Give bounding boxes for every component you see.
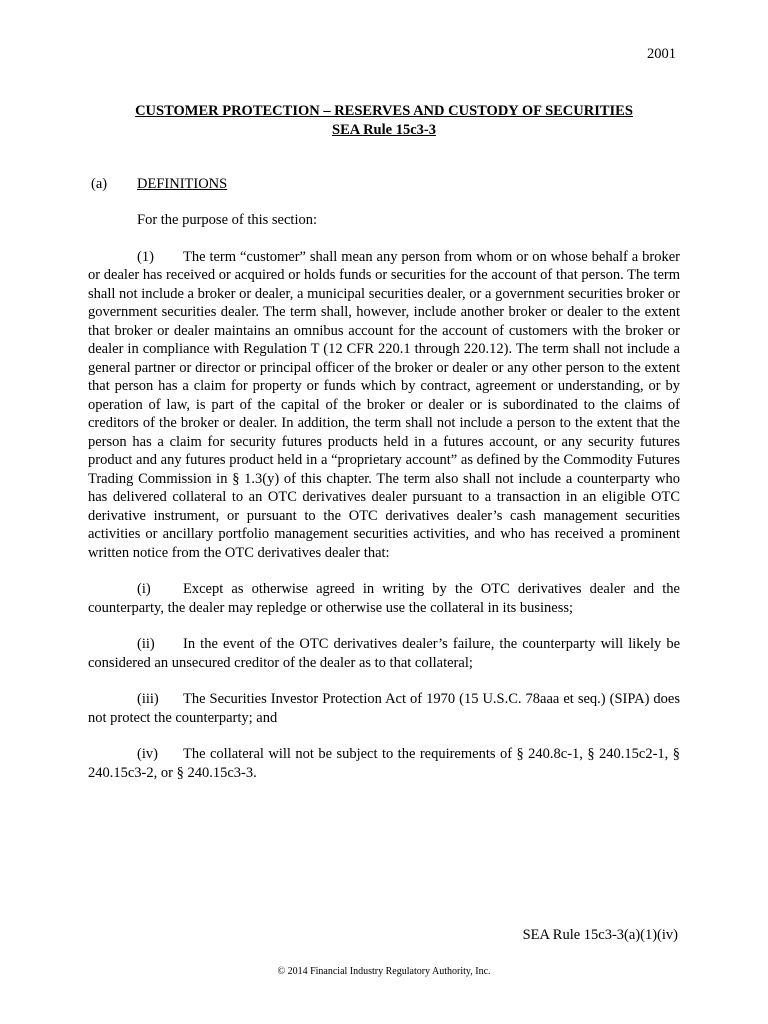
paragraph-number: (ii) xyxy=(137,636,155,652)
paragraph-1 xyxy=(88,248,680,563)
section-heading xyxy=(91,176,227,193)
paragraph-text: Except as otherwise agreed in writing by the OTC derivatives dealer and the counterparty, the dealer may repledge or otherwise use the collateral in its business; xyxy=(88,581,680,616)
section-marker: (a) xyxy=(91,176,108,192)
paragraph-text: The Securities Investor Protection Act of 1970 (15 U.S.C. 78aaa et seq.) (SIPA) does not protect the counterparty; and xyxy=(88,691,680,726)
paragraph-text: The term “customer” shall mean any person from whom or on whose behalf a broker or dealer has received or acquired or holds funds or securities for the account of that person. The term shall not include a broker or dealer, a municipal securities dealer, or a government securities broker or government securities dealer. The term shall, however, include another broker or dealer to the extent that broker or dealer maintains an omnibus account for the account of customers with the broker or dealer in compliance with Regulation T (12 CFR 220.1 through 220.12). The term shall not include a general partner or director or principal officer of the broker or dealer or any other person to the extent that person has a claim for property or funds which by contract, agreement or understanding, or by operation of law, is part of the capital of the broker or dealer or is subordinated to the claims of creditors of the broker or dealer. In addition, the term shall not include a person to the extent that the person has a claim for security futures products held in a futures account, or any security futures product and any futures product held in a “proprietary account” as defined by the Commodity Futures Trading Commission in § 1.3(y) of this chapter. The term also shall not include a counterparty who has delivered collateral to an OTC derivatives dealer pursuant to a transaction in an eligible OTC derivative instrument, or pursuant to the OTC derivatives dealer’s cash management securities activities or ancillary portfolio management securities activities, and who has received a prominent written notice from the OTC derivatives dealer that: xyxy=(88,248,680,561)
paragraph-iv xyxy=(88,745,680,782)
section-heading-text: DEFINITIONS xyxy=(137,176,228,192)
document-body xyxy=(88,211,680,800)
paragraph-number: (iv) xyxy=(137,746,158,762)
paragraph-number: (1) xyxy=(137,248,154,265)
title-line-2: SEA Rule 15c3-3 xyxy=(332,122,436,138)
paragraph-number: (iii) xyxy=(137,691,159,707)
paragraph-ii xyxy=(88,635,680,672)
paragraph-iii xyxy=(88,690,680,727)
page-number: 2001 xyxy=(647,46,676,62)
copyright-notice: © 2014 Financial Industry Regulatory Authority, Inc. xyxy=(277,966,491,977)
paragraph-text: The collateral will not be subject to the requirements of § 240.8c-1, § 240.15c2-1, § 240.15c3-2, or § 240.15c3-3. xyxy=(88,746,680,781)
document-title xyxy=(0,102,768,140)
paragraph-i xyxy=(88,580,680,617)
title-line-1: CUSTOMER PROTECTION – RESERVES AND CUSTODY OF SECURITIES xyxy=(135,103,633,119)
paragraph-text: In the event of the OTC derivatives dealer’s failure, the counterparty will likely be considered an unsecured creditor of the dealer as to that collateral; xyxy=(88,636,680,671)
paragraph-number: (i) xyxy=(137,581,151,597)
intro-text: For the purpose of this section: xyxy=(137,212,318,228)
footer-rule-reference: SEA Rule 15c3-3(a)(1)(iv) xyxy=(522,927,678,943)
